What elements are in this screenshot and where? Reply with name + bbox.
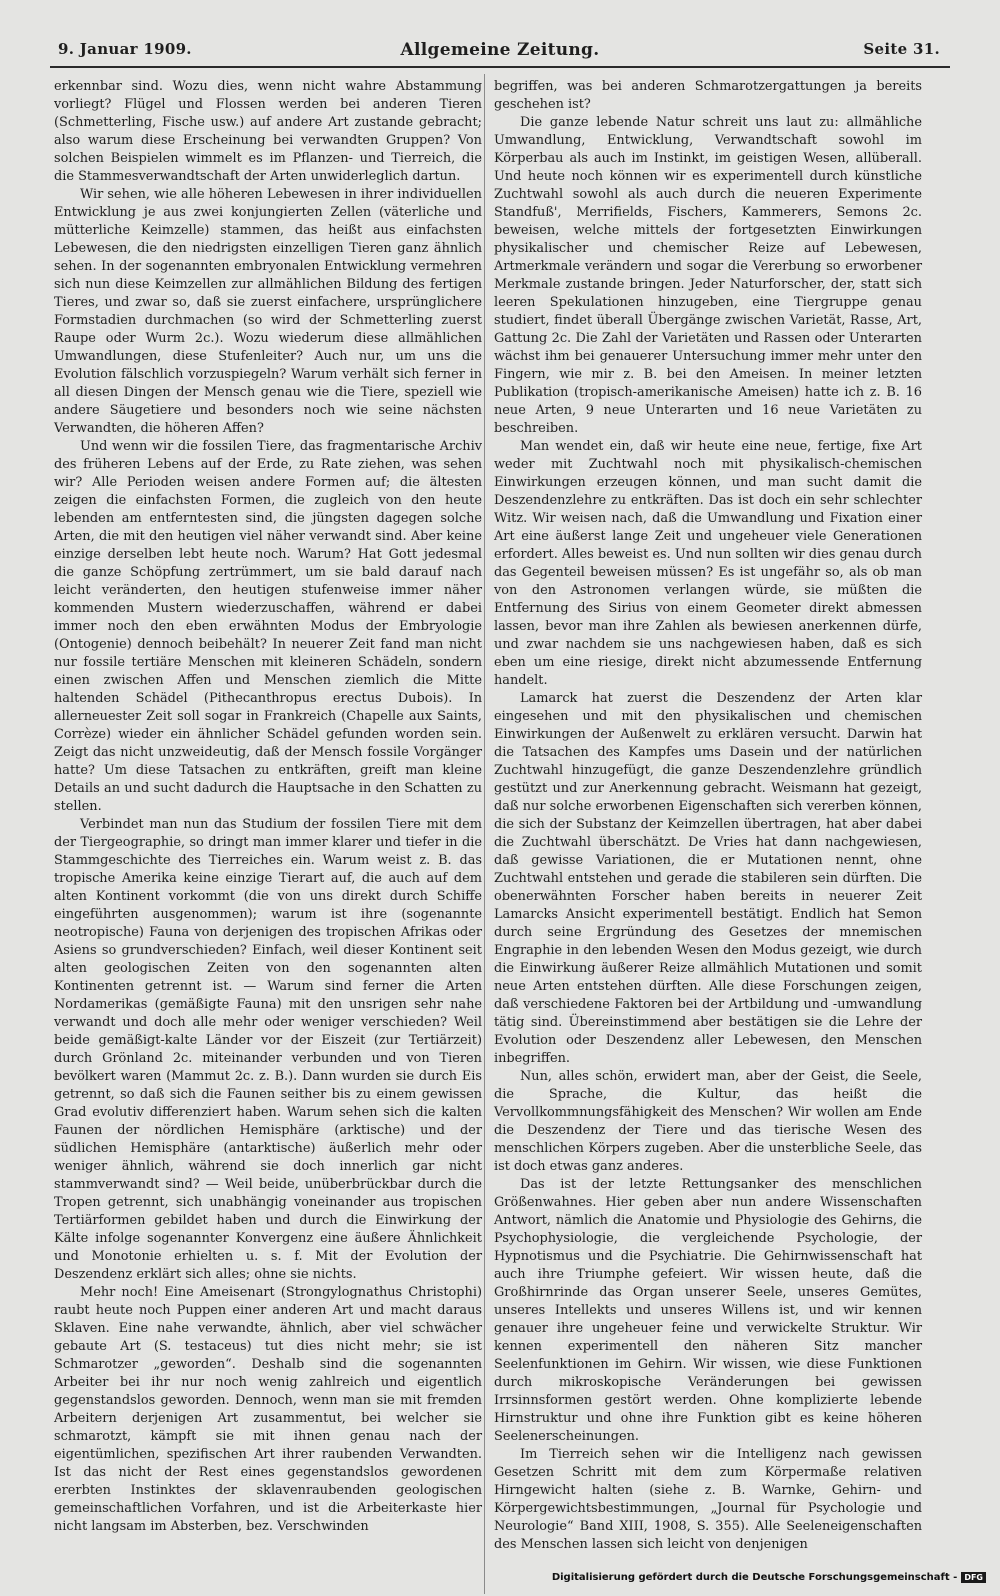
digitization-credit [552,1572,986,1583]
credit-text: Digitalisierung gefördert durch die Deutsche Forschungsgemeinschaft - [551,1572,958,1583]
column-divider [484,74,485,1594]
paragraph: Nun, alles schön, erwidert man, aber der Geist, die Seele, die Sprache, die Kultur, das heißt die Vervollkommnungsfähigkeit des Menschen? Wir wollen am Ende die Deszendenz der Tiere und das tierische Wesen des menschlichen Körpers zugeben. Aber die unsterbliche Seele, das ist doch etwas ganz anderes. [494,1069,922,1174]
paragraph: Und wenn wir die fossilen Tiere, das fragmentarische Archiv des früheren Lebens auf der Erde, zu Rate ziehen, was sehen wir? Alle Perioden weisen andere Formen auf; die ältesten zeigen die einfachsten Formen, die zugleich von den heute lebenden am entferntesten sind, die jüngsten dagegen solche Arten, die mit den heutigen viel näher verwandt sind. Aber keine einzige derselben lebt heute noch. Warum? Hat Gott jedesmal die ganze Schöpfung zertrümmert, um sie bald darauf nach leicht veränderten, den heutigen stufenweise immer näher kommenden Mustern wiederzuschaffen, während er dabei immer noch den eben erwähnten Modus der Embryologie (Ontogenie) dennoch beibehält? In neuerer Zeit fand man nicht nur fossile tertiäre Menschen mit kleineren Schädeln, sondern einen zwischen Affen und Menschen ziemlich die Mitte haltenden Schädel (Pithecanthropus erectus Dubois). In allerneuester Zeit soll sogar in Frankreich (Chapelle aux Saints, Corrèze) wieder ein ähnlicher Schädel gefunden worden sein. Zeigt das nicht unzweideutig, daß der Mensch fossile Vorgänger hatte? Um diese Tatsachen zu entkräften, greift man kleine Details an und sucht dadurch die Hauptsache in den Schatten zu stellen. [54,439,482,814]
left-column [54,78,482,1536]
paragraph: Verbindet man nun das Studium der fossilen Tiere mit dem der Tiergeographie, so dringt man immer klarer und tiefer in die Stammgeschichte des Tierreiches ein. Warum weist z. B. das tropische Amerika keine einzige Tierart auf, die auch auf dem alten Kontinent vorkommt (die von uns direkt durch Schiffe eingeführten ausgenommen); warum ist ihre (sogenannte neotropische) Fauna von derjenigen des tropischen Afrikas oder Asiens so grundverschieden? Einfach, weil dieser Kontinent seit alten geologischen Zeiten von den sogenannten alten Kontinenten getrennt ist. — Warum sind ferner die Arten Nordamerikas (gemäßigte Fauna) mit den unsrigen sehr nahe verwandt und doch alle mehr oder weniger verschieden? Weil beide gemäßigt-kalte Länder vor der Eiszeit (zur Tertiärzeit) durch Grönland 2c. miteinander verbunden und von Tieren bevölkert waren (Mammut 2c. z. B.). Dann wurden sie durch Eis getrennt, so daß sich die Faunen seither bis zu einem gewissen Grad evolutiv differenziert haben. Warum sehen sich die kalten Faunen der nördlichen Hemisphäre (arktische) und der südlichen Hemisphäre (antarktische) äußerlich mehr oder weniger ähnlich, während sie doch innerlich gar nicht stammverwandt sind? — Weil beide, unüberbrückbar durch die Tropen getrennt, sich unabhängig voneinander aus tropischen Tertiärformen gebildet haben und durch die Einwirkung der Kälte infolge sogenannter Konvergenz eine äußere Ähnlichkeit und Monotonie erhielten u. s. f. Mit der Evolution der Deszendenz erklärt sich alles; ohne sie nichts. [54,817,482,1282]
paragraph: Das ist der letzte Rettungsanker des menschlichen Größenwahnes. Hier geben aber nun andere Wissenschaften Antwort, nämlich die Anatomie und Physiologie des Gehirns, die Psychophysiologie, die vergleichende Psychologie, der Hypnotismus und die Psychiatrie. Die Gehirnwissenschaft hat auch ihre Triumphe gefeiert. Wir wissen heute, daß die Großhirnrinde das Organ unserer Seele, unseres Gemütes, unseres Intellekts und unseres Willens ist, und wir kennen genauer ihre ungeheuer feine und verwickelte Struktur. Wir kennen experimentell den näheren Sitz mancher Seelenfunktionen im Gehirn. Wir wissen, wie diese Funktionen durch mikroskopische Veränderungen bei gewissen Irrsinnsformen gestört werden. Ohne komplizierte lebende Hirnstruktur und ohne ihre Funktion gibt es keine höheren Seelenerscheinungen. [494,1177,922,1444]
paragraph: Im Tierreich sehen wir die Intelligenz nach gewissen Gesetzen Schritt mit dem zum Körpermaße relativen Hirngewicht halten (siehe z. B. Warnke, Gehirn- und Körpergewichtsbestimmungen, „Journal für Psychologie und Neurologie“ Band XIII, 1908, S. 355). Alle Seeleneigenschaften des Menschen lassen sich leicht von denjenigen [494,1447,922,1552]
paragraph: Wir sehen, wie alle höheren Lebewesen in ihrer individuellen Entwicklung je aus zwei konjungierten Zellen (väterliche und mütterliche Keimzelle) stammen, das heißt aus einfachsten Lebewesen, die den niedrigsten einzelligen Tieren ganz ähnlich sehen. In der sogenannten embryonalen Entwicklung vermehren sich nun diese Keimzellen zur allmählichen Bildung des fertigen Tieres, und zwar so, daß sie zuerst einfachere, ursprünglichere Formstadien durchmachen (so wird der Schmetterling zuerst Raupe oder Wurm 2c.). Wozu wiederum diese allmählichen Umwandlungen, diese Stufenleiter? Auch nur, um uns die Evolution fälschlich vorzuspiegeln? Warum verhält sich ferner in all diesen Dingen der Mensch genau wie die Tiere, speziell wie andere Säugetiere und besonders noch wie seine nächsten Verwandten, die höheren Affen? [54,187,482,436]
paragraph: Lamarck hat zuerst die Deszendenz der Arten klar eingesehen und mit den physikalischen und chemischen Einwirkungen der Außenwelt zu erklären versucht. Darwin hat die Tatsachen des Kampfes ums Dasein und der natürlichen Zuchtwahl hinzugefügt, die ganze Deszendenzlehre gründlich gestützt und zur Anerkennung gebracht. Weismann hat gezeigt, daß nur solche erworbenen Eigenschaften sich vererben können, die sich der Substanz der Keimzellen übertragen, hat aber dabei die Zuchtwahl überschätzt. De Vries hat dann nachgewiesen, daß gewisse Variationen, die er Mutationen nennt, ohne Zuchtwahl entstehen und gerade die stabileren sein dürften. Die obenerwähnten Forscher haben bereits in neuerer Zeit Lamarcks Ansicht experimentell bestätigt. Endlich hat Semon durch seine Ergründung des Gesetzes der mnemischen Engraphie in den lebenden Wesen den Modus gezeigt, wie durch die Einwirkung äußerer Reize allmählich Mutationen und somit neue Arten entstehen dürften. Alle diese Forschungen zeigen, daß verschiedene Faktoren bei der Artbildung und -umwandlung tätig sind. Übereinstimmend aber bestätigen sie die Lehre der Evolution oder Deszendenz aller Lebewesen, den Menschen inbegriffen. [494,691,922,1066]
right-column [494,78,922,1554]
issue-date: 9. Januar 1909. [58,40,192,58]
paragraph: begriffen, was bei anderen Schmarotzergattungen ja bereits geschehen ist? [494,79,922,112]
paragraph: Mehr noch! Eine Ameisenart (Strongylognathus Christophi) raubt heute noch Puppen einer anderen Art und macht daraus Sklaven. Eine nahe verwandte, ähnlich, aber viel schwächer gebaute Art (S. testaceus) tut dies nicht mehr; sie ist Schmarotzer „geworden“. Deshalb sind die sogenannten Arbeiter bei ihr nur noch wenig zahlreich und eigentlich gegenstandslos geworden. Dennoch, wenn man sie mit fremden Arbeitern derjenigen Art zusammentut, bei welcher sie schmarotzt, kämpft sie mit ihnen genau nach der eigentümlichen, spezifischen Art ihrer raubenden Verwandten. Ist das nicht der Rest eines gegenstandslos gewordenen ererbten Instinktes der sklavenraubenden geologischen gemeinschaftlichen Vorfahren, und ist die Arbeiterkaste hier nicht langsam im Absterben, bez. Verschwinden [54,1285,482,1534]
paragraph: erkennbar sind. Wozu dies, wenn nicht wahre Abstammung vorliegt? Flügel und Flossen werden bei anderen Tieren (Schmetterling, Fische usw.) auf andere Art zustande gebracht; also warum diese Erscheinung bei verwandten Gruppen? Von solchen Beispielen wimmelt es im Pflanzen- und Tierreich, die die Stammesverwandtschaft der Arten unwiderleglich dartun. [54,79,482,184]
dfg-logo: DFG [961,1572,986,1583]
page-number: Seite 31. [863,40,940,58]
paragraph: Man wendet ein, daß wir heute eine neue, fertige, fixe Art weder mit Zuchtwahl noch mit physikalisch-chemischen Einwirkungen erzeugen können, und man sucht damit die Deszendenzlehre zu entkräften. Das ist doch ein sehr schlechter Witz. Wir weisen nach, daß die Umwandlung und Fixation einer Art eine äußerst lange Zeit und ungeheuer viele Generationen erfordert. Alles beweist es. Und nun sollten wir dies genau durch das Gegenteil beweisen müssen? Es ist ungefähr so, als ob man von den Astronomen verlangen würde, sie müßten die Entfernung des Sirius von einem Geometer direkt abmessen lassen, bevor man ihre Zahlen als bewiesen anerkennen dürfe, und zwar nachdem sie uns nachgewiesen haben, daß es sich eben um eine riesige, direkt nicht abzumessende Entfernung handelt. [494,439,922,688]
paragraph: Die ganze lebende Natur schreit uns laut zu: allmähliche Umwandlung, Entwicklung, Verwandtschaft sowohl im Körperbau als auch im Instinkt, im geistigen Wesen, allüberall. Und heute noch können wir es experimentell durch künstliche Zuchtwahl sowohl als auch durch die neueren Experimente Standfuß', Merrifields, Fischers, Kammerers, Semons 2c. beweisen, welche mittels der fortgesetzten Einwirkungen physikalischer und chemischer Reize auf Lebewesen, Artmerkmale verändern und sogar die Vererbung so erworbener Merkmale zustande bringen. Jeder Naturforscher, der, statt sich leeren Spekulationen hinzugeben, eine Tiergruppe genau studiert, findet überall Übergänge zwischen Varietät, Rasse, Art, Gattung 2c. Die Zahl der Varietäten und Rassen oder Unterarten wächst ihm bei genauerer Untersuchung immer mehr unter den Fingern, wie mir z. B. bei den Ameisen. In meiner letzten Publikation (tropisch-amerikanische Ameisen) hatte ich z. B. 16 neue Arten, 9 neue Unterarten und 16 neue Varietäten zu beschreiben. [494,115,922,436]
header-rule [50,66,950,68]
newspaper-title: Allgemeine Zeitung. [400,40,600,60]
